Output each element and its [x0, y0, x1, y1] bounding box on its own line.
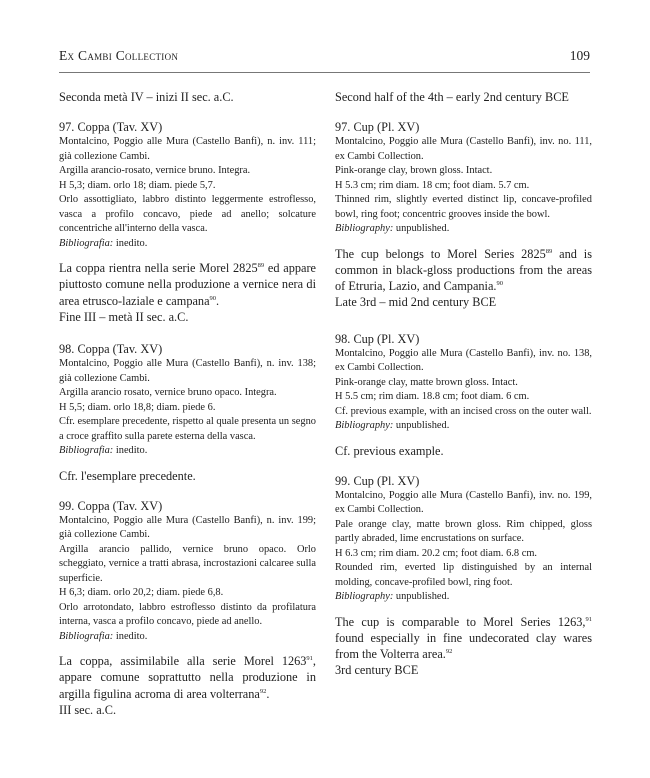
entry-fabric: Pink-orange clay, matte brown gloss. Intact. [335, 376, 518, 388]
comment-text: The cup belongs to Morel Series 2825 [335, 246, 546, 261]
bibliography-label: Bibliography: [335, 591, 394, 603]
entry-comment [335, 246, 592, 311]
entry-fabric: Argilla arancio-rosato, vernice bruno. Integra. [59, 165, 251, 177]
entry-title: 99. Cup (Pl. XV) [335, 473, 420, 488]
entry-title: 97. Cup (Pl. XV) [335, 120, 420, 135]
comment-text: ed appare piuttosto comune nella produzione a vernice nera di area etrusco-laziale e campana [59, 261, 316, 308]
entry-comment [335, 443, 592, 459]
comment-date: Late 3rd – mid 2nd century BCE [335, 295, 497, 310]
bibliography-value: unpublished. [393, 591, 450, 603]
entry-description: Cf. previous example, with an incised cross on the outer wall. [335, 405, 592, 417]
comment-text: , appare comune soprattutto nella produzione in argilla figulina acroma di area volterrana [59, 654, 316, 701]
entry-dimensions: H 6,3; diam. orlo 20,2; diam. piede 6,8. [59, 587, 224, 599]
entry-comment [59, 653, 316, 718]
entry-title: 99. Coppa (Tav. XV) [59, 498, 163, 513]
catalogue-entry-99 [335, 473, 592, 679]
catalogue-entry-97 [335, 119, 592, 310]
comment-date: 3rd century BCE [335, 663, 419, 678]
entry-description: Cfr. esemplare precedente, rispetto al quale presenta un segno a croce graffito sulla parete esterna della vasca. [59, 416, 316, 442]
entry-location: Montalcino, Poggio alle Mura (Castello Banfi), inv. no. 138, ex Cambi Collection. [335, 347, 592, 374]
bibliography-label: Bibliography: [335, 420, 394, 432]
entry-comment [335, 614, 592, 679]
italian-column [59, 89, 316, 718]
footnote-ref[interactable]: 90 [496, 280, 504, 288]
footnote-ref[interactable]: 89 [545, 247, 553, 255]
entry-description: Rounded rim, everted lip distinguished by an internal molding, concave-profiled bowl, ring foot. [335, 562, 592, 588]
footnote-ref[interactable]: 91 [585, 615, 592, 623]
entry-fabric: Argilla arancio pallido, vernice bruno opaco. Orlo scheggiato, vernice a tratti abrasa, incrostazioni calcaree sulla superficie. [59, 543, 316, 584]
entry-title: 97. Coppa (Tav. XV) [59, 120, 163, 135]
comment-date: III sec. a.C. [59, 702, 117, 717]
entry-dimensions: H 5,5; diam. orlo 18,8; diam. piede 6. [59, 401, 216, 413]
footnote-ref[interactable]: 92 [259, 687, 267, 695]
entry-fabric: Pink-orange clay, brown gloss. Intact. [335, 165, 493, 177]
entry-location: Montalcino, Poggio alle Mura (Castello Banfi), n. inv. 138; già collezione Cambi. [59, 358, 316, 384]
page-header [59, 48, 590, 64]
footnote-ref[interactable]: 91 [306, 655, 313, 663]
bibliography-value: unpublished. [393, 420, 450, 432]
entry-title: 98. Cup (Pl. XV) [335, 331, 420, 346]
footnote-ref[interactable]: 89 [257, 262, 265, 270]
entry-title: 98. Coppa (Tav. XV) [59, 342, 163, 357]
comment-text: found especially in fine undecorated clay wares from the Volterra area. [335, 630, 592, 662]
entry-location: Montalcino, Poggio alle Mura (Castello Banfi), inv. no. 199, ex Cambi Collection. [335, 489, 592, 516]
english-column [335, 89, 592, 679]
entry-fabric: Pale orange clay, matte brown gloss. Rim chipped, gloss partly abraded, lime encrustations on surface. [335, 518, 592, 545]
entry-bibliography [335, 222, 592, 237]
entry-bibliography [335, 590, 592, 605]
entry-bibliography [59, 630, 316, 645]
comment-text: . [216, 293, 220, 308]
entry-description: Thinned rim, slightly everted distinct lip, concave-profiled bowl, ring foot; concentric grooves inside the bowl. [335, 194, 592, 220]
entry-location: Montalcino, Poggio alle Mura (Castello Banfi), n. inv. 111; già collezione Cambi. [59, 136, 316, 162]
bibliography-label: Bibliografia: [59, 237, 114, 249]
entry-bibliography [59, 237, 316, 252]
comment-text: The cup is comparable to Morel Series 1263, [335, 614, 586, 629]
comment-text: and is common in black-gloss productions from the areas of Etruria, Lazio, and Campania. [335, 246, 592, 294]
catalogue-entry-99 [59, 498, 316, 718]
bibliography-label: Bibliography: [335, 223, 394, 235]
page-number: 109 [569, 48, 590, 63]
bibliography-value: inedito. [113, 630, 148, 642]
catalogue-entry-98 [335, 331, 592, 459]
comment-text: . [266, 686, 270, 701]
entry-dimensions: H 6.3 cm; rim diam. 20.2 cm; foot diam. 6.8 cm. [335, 547, 538, 559]
comment-text: Cf. previous example. [335, 443, 444, 458]
entry-comment [59, 260, 316, 325]
comment-text: La coppa, assimilabile alla serie Morel 1263 [59, 654, 307, 669]
entry-description: Orlo assottigliato, labbro distinto leggermente estroflesso, vasca a profilo concavo, piede ad anello; solcature concentriche all'interno della vasca. [59, 194, 316, 235]
catalogue-entry-98 [59, 341, 316, 484]
entry-dimensions: H 5.3 cm; rim diam. 18 cm; foot diam. 5.7 cm. [335, 179, 530, 191]
bibliography-value: inedito. [113, 445, 148, 457]
bibliography-label: Bibliografia: [59, 445, 114, 457]
entry-dimensions: H 5.5 cm; rim diam. 18.8 cm; foot diam. 6 cm. [335, 391, 530, 403]
bibliography-value: inedito. [113, 237, 148, 249]
entry-comment [59, 468, 316, 484]
comment-date: Fine III – metà II sec. a.C. [59, 309, 189, 324]
bibliography-label: Bibliografia: [59, 630, 114, 642]
period-heading: Second half of the 4th – early 2nd century BCE [335, 90, 569, 104]
comment-text: Cfr. l'esemplare precedente. [59, 468, 196, 483]
footnote-ref[interactable]: 92 [445, 648, 453, 656]
entry-bibliography [335, 419, 592, 434]
entry-bibliography [59, 444, 316, 459]
entry-fabric: Argilla arancio rosato, vernice bruno opaco. Integra. [59, 387, 277, 399]
footnote-ref[interactable]: 90 [209, 294, 217, 302]
period-heading: Seconda metà IV – inizi II sec. a.C. [59, 90, 234, 104]
header-rule [59, 72, 590, 73]
running-title: Ex Cambi Collection [59, 48, 179, 63]
comment-text: La coppa rientra nella serie Morel 2825 [59, 261, 258, 276]
entry-dimensions: H 5,3; diam. orlo 18; diam. piede 5,7. [59, 179, 216, 191]
catalogue-entry-97 [59, 119, 316, 325]
entry-description: Orlo arrotondato, labbro estroflesso distinto da profilatura interna, vasca a profilo concavo, piede ad anello. [59, 601, 316, 628]
entry-location: Montalcino, Poggio alle Mura (Castello Banfi), inv. no. 111, ex Cambi Collection. [335, 136, 592, 162]
bibliography-value: unpublished. [393, 223, 450, 235]
entry-location: Montalcino, Poggio alle Mura (Castello Banfi), n. inv. 199; già collezione Cambi. [59, 514, 316, 541]
